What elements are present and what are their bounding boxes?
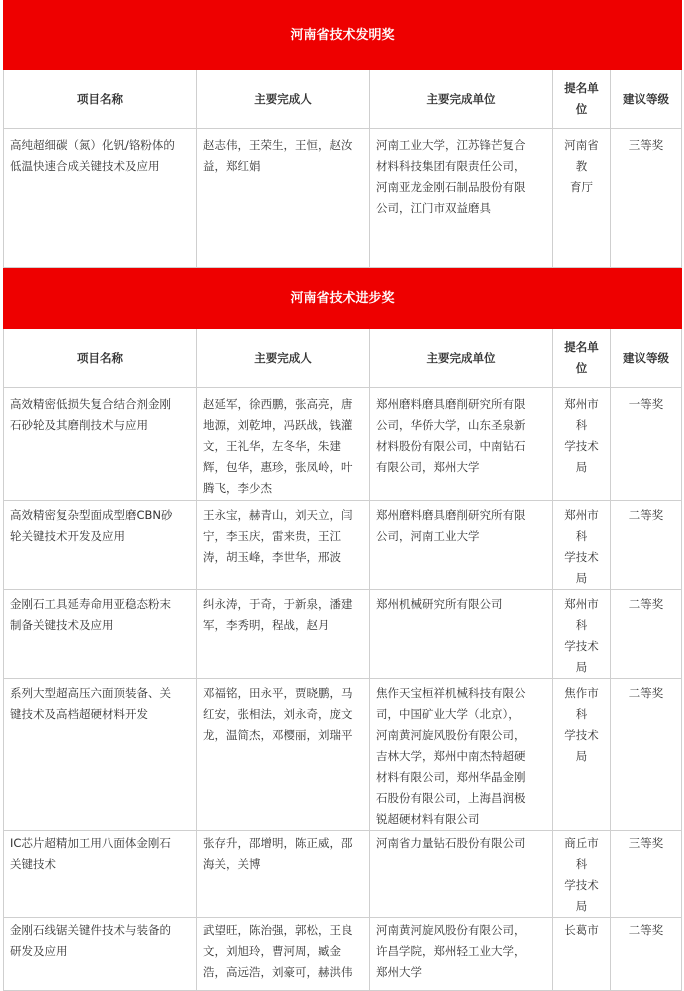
project-name-cell-line: 金刚石线锯关键件技术与装备的 xyxy=(10,923,171,937)
progress-table-row xyxy=(4,831,682,918)
main-people-cell xyxy=(197,918,370,991)
main-units-cell-line: 石股份有限公司，上海昌润极 xyxy=(376,791,526,805)
main-units-cell-line: 郑州磨料磨具磨削研究所有限 xyxy=(376,508,526,522)
grade-cell-line: 二等奖 xyxy=(628,597,664,611)
project-name-cell xyxy=(4,590,197,679)
nominator-cell-line: 学技术局 xyxy=(564,550,599,585)
main-units-cell-line: 锐超硬材料有限公司 xyxy=(376,812,480,826)
header-project: 项目名称 xyxy=(4,329,197,388)
grade-cell xyxy=(611,388,682,501)
main-units-cell-line: 郑州磨料磨具磨削研究所有限 xyxy=(376,397,526,411)
grade-cell xyxy=(611,831,682,918)
main-people-cell-line: 海关，关博 xyxy=(203,857,261,871)
main-people-cell xyxy=(197,501,370,590)
main-people-cell-line: 文，刘旭玲，曹河周，臧金 xyxy=(203,944,341,958)
main-units-cell-line: 材料有限公司，郑州华晶金刚 xyxy=(376,770,526,784)
header-people: 主要完成人 xyxy=(197,70,370,129)
project-name-cell-line: 高纯超细碳（氮）化钒/铬粉体的 xyxy=(10,138,175,152)
invention-award-title: 河南省技术发明奖 xyxy=(4,1,682,70)
grade-cell-line: 一等奖 xyxy=(628,397,664,411)
main-people-cell-line: 王永宝，赫青山，刘天立，闫 xyxy=(203,508,353,522)
nominator-cell-line: 学技术局 xyxy=(564,439,599,474)
progress-award-banner xyxy=(4,268,682,329)
main-people-cell-line: 涛，胡玉峰，李世华，邢波 xyxy=(203,550,341,564)
main-people-cell-line: 龙，温简杰，邓樱丽，刘瑞平 xyxy=(203,728,353,742)
progress-table-row xyxy=(4,918,682,991)
grade-cell-line: 二等奖 xyxy=(628,923,664,937)
invention-header-row xyxy=(4,70,682,129)
nominator-cell-line: 育厅 xyxy=(570,180,593,194)
main-units-cell-line: 公司，华侨大学，山东圣泉新 xyxy=(376,418,526,432)
main-people-cell-line: 赵志伟，王荣生，王恒，赵汝 xyxy=(203,138,353,152)
nominator-cell-line: 长葛市 xyxy=(564,923,599,937)
main-units-cell-line: 吉林大学，郑州中南杰特超硬 xyxy=(376,749,526,763)
main-units-cell xyxy=(370,590,553,679)
project-name-cell-line: 系列大型超高压六面顶装备、关 xyxy=(10,686,171,700)
main-units-cell-line: 郑州机械研究所有限公司 xyxy=(376,597,503,611)
grade-cell xyxy=(611,918,682,991)
main-people-cell-line: 辉，包华，惠珍，张凤岭，叶 xyxy=(203,460,353,474)
header-people: 主要完成人 xyxy=(197,329,370,388)
main-people-cell-line: 文，王礼华，左冬华，朱建 xyxy=(203,439,341,453)
progress-table-row xyxy=(4,388,682,501)
main-units-cell-line: 公司，江门市双益磨具 xyxy=(376,201,491,215)
project-name-cell-line: 高效精密低损失复合结合剂金刚 xyxy=(10,397,171,411)
project-name-cell-line: 轮关键技术开发及应用 xyxy=(10,529,125,543)
nominator-cell xyxy=(553,831,611,918)
main-units-cell-line: 河南黄河旋风股份有限公司， xyxy=(376,923,526,937)
invention-award-banner xyxy=(4,1,682,70)
nominator-cell xyxy=(553,501,611,590)
project-name-cell-line: 键技术及高档超硬材料开发 xyxy=(10,707,148,721)
header-nominator: 提名单位 xyxy=(553,329,611,388)
project-name-cell xyxy=(4,388,197,501)
main-people-cell-line: 军，李秀明，程战，赵月 xyxy=(203,618,330,632)
project-name-cell-line: 金刚石工具延寿命用亚稳态粉末 xyxy=(10,597,171,611)
main-units-cell xyxy=(370,129,553,268)
main-people-cell-line: 腾飞，李少杰 xyxy=(203,481,272,495)
header-grade: 建议等级 xyxy=(611,70,682,129)
main-people-cell xyxy=(197,831,370,918)
main-people-cell xyxy=(197,679,370,831)
progress-award-title: 河南省技术进步奖 xyxy=(4,268,682,329)
header-units: 主要完成单位 xyxy=(370,329,553,388)
nominator-cell xyxy=(553,679,611,831)
nominator-cell xyxy=(553,129,611,268)
header-nominator: 提名单位 xyxy=(553,70,611,129)
awards-table xyxy=(3,0,682,991)
main-units-cell xyxy=(370,388,553,501)
nominator-cell-line: 学技术局 xyxy=(564,639,599,674)
main-people-cell-line: 地源，刘乾坤，冯跃战，钱灌 xyxy=(203,418,353,432)
project-name-cell xyxy=(4,831,197,918)
main-people-cell-line: 红安，张相法，刘永奇，庞文 xyxy=(203,707,353,721)
main-people-cell xyxy=(197,388,370,501)
project-name-cell xyxy=(4,501,197,590)
main-units-cell xyxy=(370,831,553,918)
main-units-cell-line: 许昌学院，郑州轻工业大学， xyxy=(376,944,526,958)
nominator-cell-line: 郑州市科 xyxy=(564,397,599,432)
main-units-cell xyxy=(370,679,553,831)
project-name-cell-line: 高效精密复杂型面成型磨CBN砂 xyxy=(10,508,173,522)
main-people-cell-line: 宁，李玉庆，雷来贵，王江 xyxy=(203,529,341,543)
main-units-cell-line: 材料股份有限公司，中南钻石 xyxy=(376,439,526,453)
grade-cell-line: 三等奖 xyxy=(628,836,664,850)
main-units-cell-line: 郑州大学 xyxy=(376,965,422,979)
nominator-cell-line: 学技术局 xyxy=(564,728,599,763)
progress-table-row xyxy=(4,679,682,831)
main-units-cell-line: 河南工业大学，江苏锋芒复合 xyxy=(376,138,526,152)
main-units-cell-line: 材料科技集团有限责任公司， xyxy=(376,159,526,173)
project-name-cell-line: 关键技术 xyxy=(10,857,56,871)
project-name-cell xyxy=(4,679,197,831)
grade-cell xyxy=(611,679,682,831)
project-name-cell-line: 研发及应用 xyxy=(10,944,68,958)
nominator-cell-line: 商丘市科 xyxy=(564,836,599,871)
progress-table-row xyxy=(4,590,682,679)
main-people-cell xyxy=(197,590,370,679)
grade-cell xyxy=(611,129,682,268)
main-units-cell xyxy=(370,501,553,590)
grade-cell xyxy=(611,501,682,590)
main-units-cell-line: 有限公司，郑州大学 xyxy=(376,460,480,474)
main-units-cell-line: 河南省力量钻石股份有限公司 xyxy=(376,836,526,850)
main-people-cell-line: 纠永涛，于奇，于新泉，潘建 xyxy=(203,597,353,611)
nominator-cell-line: 学技术局 xyxy=(564,878,599,913)
main-units-cell xyxy=(370,918,553,991)
grade-cell-line: 三等奖 xyxy=(628,138,664,152)
main-people-cell-line: 张存升，邵增明，陈正威，邵 xyxy=(203,836,353,850)
project-name-cell xyxy=(4,129,197,268)
nominator-cell-line: 焦作市科 xyxy=(564,686,599,721)
grade-cell-line: 二等奖 xyxy=(628,686,664,700)
main-units-cell-line: 河南黄河旋风股份有限公司， xyxy=(376,728,526,742)
project-name-cell-line: 制备关键技术及应用 xyxy=(10,618,114,632)
project-name-cell xyxy=(4,918,197,991)
main-units-cell-line: 公司，河南工业大学 xyxy=(376,529,480,543)
header-grade: 建议等级 xyxy=(611,329,682,388)
main-units-cell-line: 河南亚龙金刚石制品股份有限 xyxy=(376,180,526,194)
project-name-cell-line: 石砂轮及其磨削技术与应用 xyxy=(10,418,148,432)
main-people-cell xyxy=(197,129,370,268)
nominator-cell xyxy=(553,918,611,991)
nominator-cell-line: 河南省教 xyxy=(564,138,599,173)
nominator-cell xyxy=(553,590,611,679)
main-people-cell-line: 浩，高远浩，刘豪可，赫洪伟 xyxy=(203,965,353,979)
nominator-cell-line: 郑州市科 xyxy=(564,597,599,632)
header-units: 主要完成单位 xyxy=(370,70,553,129)
main-units-cell-line: 焦作天宝桓祥机械科技有限公 xyxy=(376,686,526,700)
main-units-cell-line: 司，中国矿业大学（北京）， xyxy=(376,707,520,721)
main-people-cell-line: 武望旺，陈治强，郭松，王良 xyxy=(203,923,353,937)
progress-table-row xyxy=(4,501,682,590)
grade-cell xyxy=(611,590,682,679)
main-people-cell-line: 赵延军，徐西鹏，张高亮，唐 xyxy=(203,397,353,411)
project-name-cell-line: IC芯片超精加工用八面体金刚石 xyxy=(10,836,171,850)
main-people-cell-line: 益，郑红娟 xyxy=(203,159,261,173)
header-project: 项目名称 xyxy=(4,70,197,129)
grade-cell-line: 二等奖 xyxy=(628,508,664,522)
main-people-cell-line: 邓福铭，田永平，贾晓鹏，马 xyxy=(203,686,353,700)
awards-document xyxy=(3,0,681,979)
invention-table-row xyxy=(4,129,682,268)
progress-header-row xyxy=(4,329,682,388)
project-name-cell-line: 低温快速合成关键技术及应用 xyxy=(10,159,160,173)
nominator-cell xyxy=(553,388,611,501)
nominator-cell-line: 郑州市科 xyxy=(564,508,599,543)
